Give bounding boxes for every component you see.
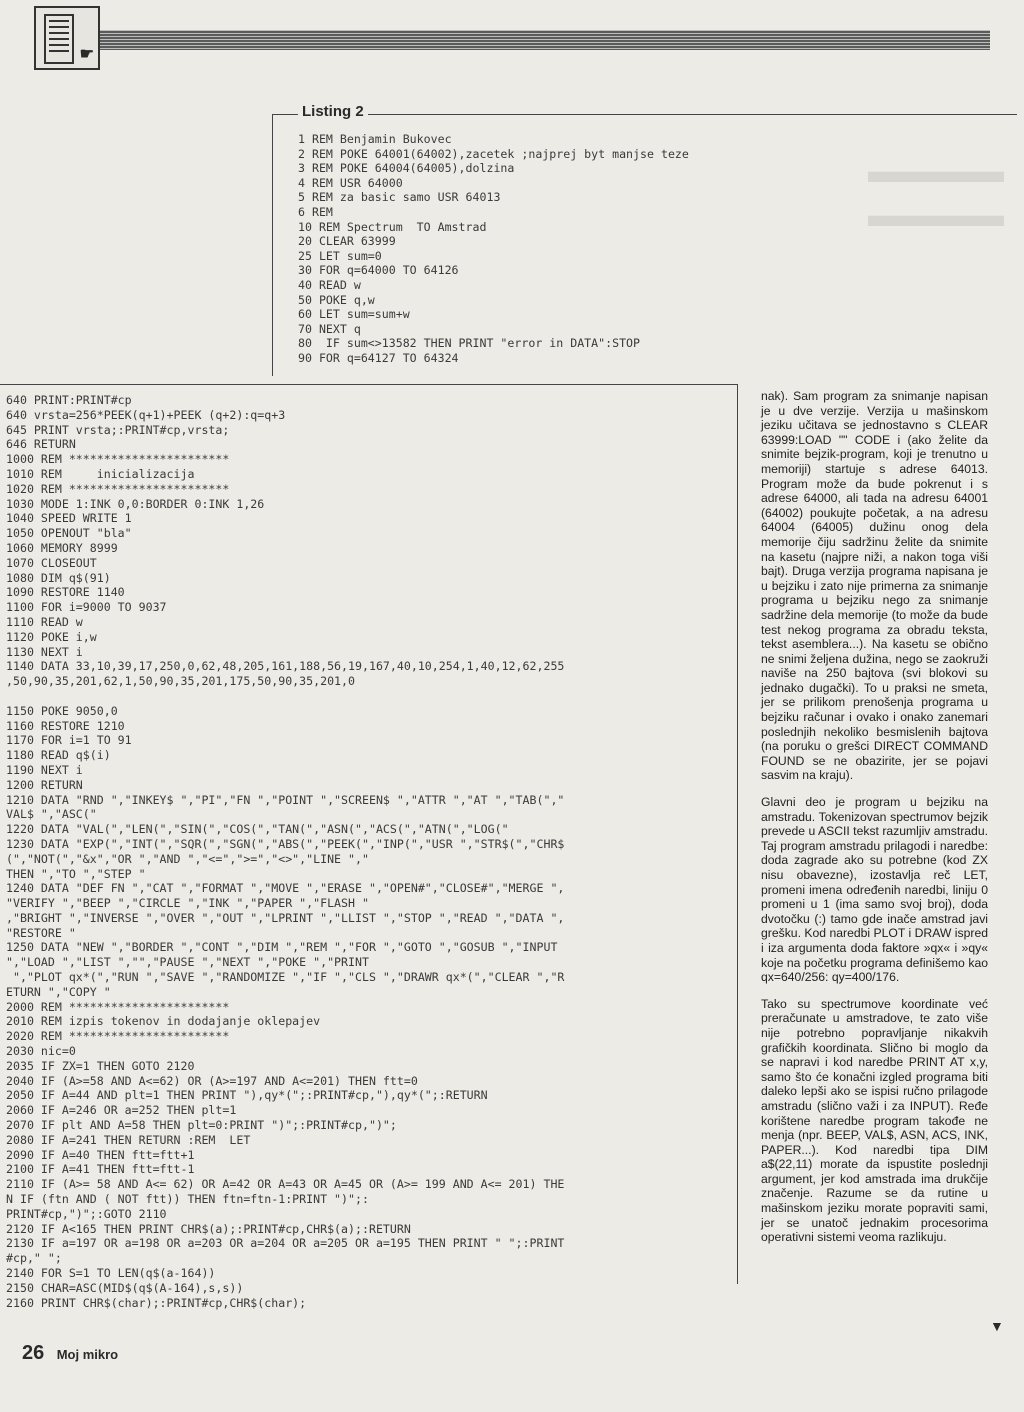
code-line: 1250 DATA "NEW ","BORDER ","CONT ","DIM ","REM ","FOR ","GOTO ","GOSUB ","INPUT	[6, 940, 558, 955]
code-line: 1070 CLOSEOUT	[6, 555, 97, 570]
code-line: 3 REM POKE 64004(64005),dolzina	[298, 161, 515, 176]
code-line: 1120 POKE i,w	[6, 629, 97, 644]
code-line: 2070 IF plt AND A=58 THEN plt=0:PRINT ")";:PRINT#cp,")";	[6, 1118, 397, 1133]
article-paragraph: Glavni deo je program u bejziku na amstradu. Tokenizovan spectrumov bejzik prevede u ASCII tekst razumljiv amstradu. Taj program amstradu prilagodi i naredbe: doda zagrade ako su potrebne (kod ZX nisu obavezne), izostavlja reč LET, promeni imena određenih naredbi, liniju 0 promeni u 1 (ima samo svoj broj), doda dvotočku (:) tamo gde inače amstrad javi grešku. Kod naredbi PLOT i DRAW ispred i iza argumenta doda faktore »qx« i »qy« koje na početku programa definišemo kao qx=640/256: qy=400/176.	[761, 795, 988, 985]
code-line: 2160 PRINT CHR$(char);:PRINT#cp,CHR$(char);	[6, 1295, 307, 1310]
code-line: 4 REM USR 64000	[298, 175, 403, 190]
code-listing-bottom	[0, 384, 738, 1310]
code-line: 2035 IF ZX=1 THEN GOTO 2120	[6, 1058, 195, 1073]
code-line: 2010 REM izpis tokenov in dodajanje oklepajev	[6, 1014, 321, 1029]
code-line: ","PLOT qx*(","RUN ","SAVE ","RANDOMIZE ","IF ","CLS ","DRAWR qx*(","CLEAR ","R	[6, 970, 565, 985]
code-line: 5 REM za basic samo USR 64013	[298, 190, 501, 205]
header-stripe-bar	[100, 30, 990, 50]
code-line: 2060 IF A=246 OR a=252 THEN plt=1	[6, 1103, 237, 1118]
code-line: 2140 FOR S=1 TO LEN(q$(a-164))	[6, 1266, 216, 1281]
code-line: 1090 RESTORE 1140	[6, 585, 125, 600]
magazine-name: Moj mikro	[56, 1347, 119, 1362]
article-paragraph: Tako su spectrumove koordinate već preračunate u amstradove, te zato više nije potrebno popravljanje nikakvih grafičkih koordinata. Slično bi moglo da se napravi i kod naredbe PRINT AT x,y, samo što će konačni izgled programa biti daleko lepši ako se ispisi ručno prilagode amstradu (slično važi i za INPUT). Ređe korištene naredbe program takođe ne menja (npr. BEEP, VAL$, ASN, ACS, INK, PAPER...). Kod naredbi tipa DIM a$(22,11) morate da ispustite poslednji argument, jer kod amstrada ima drukčije značenje. Razume se da rutine u mašinskom jeziku morate popraviti sami, jer se unatoč jednakim procesorima operativni sistemi veoma razlikuju.	[761, 996, 988, 1245]
code-line: 1080 DIM q$(91)	[6, 570, 111, 585]
code-line: 2120 IF A<165 THEN PRINT CHR$(a);:PRINT#cp,CHR$(a);:RETURN	[6, 1221, 411, 1236]
code-line: THEN ","TO ","STEP "	[6, 866, 146, 881]
code-line: 1060 MEMORY 8999	[6, 540, 118, 555]
code-line: ","LOAD ","LIST ","","PAUSE ","NEXT ","POKE ","PRINT	[6, 955, 369, 970]
code-line: 2100 IF A=41 THEN ftt=ftt-1	[6, 1162, 195, 1177]
code-line: 90 FOR q=64127 TO 64324	[298, 350, 459, 365]
code-line: N IF (ftn AND ( NOT ftt)) THEN ftn=ftn-1:PRINT ")";:	[6, 1192, 369, 1207]
code-line: 645 PRINT vrsta;:PRINT#cp,vrsta;	[6, 422, 230, 437]
code-line: 1210 DATA "RND ","INKEY$ ","PI","FN ","POINT ","SCREEN$ ","ATTR ","AT ","TAB(","	[6, 792, 565, 807]
code-line: 1230 DATA "EXP(","INT(","SQR(","SGN(","ABS(","PEEK(","INP(","USR ","STR$(","CHR$	[6, 836, 565, 851]
code-line: 2110 IF (A>= 58 AND A<= 62) OR A=42 OR A=43 OR A=45 OR (A>= 199 AND A<= 201) THE	[6, 1177, 565, 1192]
code-line: 25 LET sum=0	[298, 248, 382, 263]
code-line	[6, 689, 737, 704]
continue-arrow-icon: ▼	[990, 1318, 1004, 1334]
article-column	[761, 389, 988, 1257]
code-line: 640 vrsta=256*PEEK(q+1)+PEEK (q+2):q=q+3	[6, 407, 286, 422]
code-line: 1170 FOR i=1 TO 91	[6, 733, 132, 748]
code-line: (","NOT(","&x","OR ","AND ","<=",">=","<>","LINE ","	[6, 851, 369, 866]
code-line: 1150 POKE 9050,0	[6, 703, 118, 718]
code-line: 1130 NEXT i	[6, 644, 83, 659]
listing-title: Listing 2	[298, 103, 368, 120]
computer-logo-icon: ☛	[34, 6, 100, 70]
code-line: 1040 SPEED WRITE 1	[6, 511, 132, 526]
code-line: 1110 READ w	[6, 614, 83, 629]
code-listing-top	[298, 132, 1013, 366]
code-line: 70 NEXT q	[298, 321, 361, 336]
code-line: 2050 IF A=44 AND plt=1 THEN PRINT "),qy*(";:PRINT#cp,"),qy*(";:RETURN	[6, 1088, 488, 1103]
code-line: 2 REM POKE 64001(64002),zacetek ;najprej byt manjse teze	[298, 146, 689, 161]
code-line: 1050 OPENOUT "bla"	[6, 526, 132, 541]
code-line: 2090 IF A=40 THEN ftt=ftt+1	[6, 1147, 195, 1162]
code-line: ,50,90,35,201,62,1,50,90,35,201,175,50,90,35,201,0	[6, 674, 356, 689]
code-line: 2000 REM ***********************	[6, 999, 230, 1014]
code-line: 1240 DATA "DEF FN ","CAT ","FORMAT ","MOVE ","ERASE ","OPEN#","CLOSE#","MERGE ",	[6, 881, 565, 896]
code-line: 40 READ w	[298, 277, 361, 292]
page-number: 26	[22, 1342, 45, 1364]
code-line: PRINT#cp,")";:GOTO 2110	[6, 1206, 167, 1221]
code-line: 1200 RETURN	[6, 777, 83, 792]
code-line: 2080 IF A=241 THEN RETURN :REM LET	[6, 1132, 251, 1147]
code-line: 20 CLEAR 63999	[298, 234, 396, 249]
code-line: 1220 DATA "VAL(","LEN(","SIN(","COS(","TAN(","ASN(","ACS(","ATN(","LOG("	[6, 822, 509, 837]
code-line: 1180 READ q$(i)	[6, 748, 111, 763]
code-line: 10 REM Spectrum TO Amstrad	[298, 219, 487, 234]
code-line: 1030 MODE 1:INK 0,0:BORDER 0:INK 1,26	[6, 496, 265, 511]
code-line: 1020 REM ***********************	[6, 481, 230, 496]
code-line: VAL$ ","ASC("	[6, 807, 97, 822]
code-line: 2020 REM ***********************	[6, 1029, 230, 1044]
code-line: #cp," ";	[6, 1251, 62, 1266]
code-line: 1100 FOR i=9000 TO 9037	[6, 600, 167, 615]
code-line: 50 POKE q,w	[298, 292, 375, 307]
code-line: 646 RETURN	[6, 437, 76, 452]
bleed-through-decoration: ▬▬▬▬ ▬▬▬▬	[868, 153, 1004, 234]
code-line: 60 LET sum=sum+w	[298, 307, 410, 322]
code-line: 30 FOR q=64000 TO 64126	[298, 263, 459, 278]
code-line: 1160 RESTORE 1210	[6, 718, 125, 733]
code-line: "VERIFY ","BEEP ","CIRCLE ","INK ","PAPER ","FLASH "	[6, 896, 369, 911]
code-line: ,"BRIGHT ","INVERSE ","OVER ","OUT ","LPRINT ","LLIST ","STOP ","READ ","DATA ",	[6, 910, 565, 925]
code-line: 2030 nic=0	[6, 1044, 76, 1059]
code-line: 2130 IF a=197 OR a=198 OR a=203 OR a=204 OR a=205 OR a=195 THEN PRINT " ";:PRINT	[6, 1236, 565, 1251]
article-paragraph: nak). Sam program za snimanje napisan je u dve verzije. Verzija u mašinskom jeziku učitava se jednostavno s CLEAR 63999:LOAD "" CODE i (ako želite da snimite bejzik-program, koji je trenutno u memoriji) startuje s adrese 64013. Program može da bude pokrenut i s adrese 64000, ali tada na adresu 64001 (64002) poukujte početak, a na adresu 64004 (64005) dužinu onog dela memorije čiju sadržinu želite da snimite na kasetu (najpre niži, a nakon toga viši bajt). Druga verzija programa napisana je u bejziku i zato nije primerna za snimanje programa u bejziku nego za snimanje sadržine dela memorije (to može da bude test nekog programa za obradu teksta, tekst asemblera...). Na kasetu se obično ne snimi željena dužina, nego se zaokruži naviše na 250 bajtova (svi blokovi su jednako dugački). To u praksi ne smeta, jer se prilikom prenošenja programa u bejziku računar i ovako i onako zanemari poslednjih nekoliko besmislenih bajtova (na poruku o grešci DIRECT COMMAND FOUND se ne obazirite, jer se pojavi sasvim na kraju).	[761, 389, 988, 783]
code-line: 2150 CHAR=ASC(MID$(q$(A-164),s,s))	[6, 1280, 244, 1295]
code-line: 80 IF sum<>13582 THEN PRINT "error in DATA":STOP	[298, 336, 641, 351]
code-line: 1010 REM inicializacija	[6, 466, 195, 481]
page-footer	[22, 1342, 118, 1365]
code-line: ETURN ","COPY "	[6, 984, 111, 999]
code-line: 1000 REM ***********************	[6, 452, 230, 467]
code-line: 1190 NEXT i	[6, 762, 83, 777]
code-line: 640 PRINT:PRINT#cp	[6, 393, 132, 407]
code-line: 2040 IF (A>=58 AND A<=62) OR (A>=197 AND A<=201) THEN ftt=0	[6, 1073, 418, 1088]
code-line: 1 REM Benjamin Bukovec	[298, 132, 452, 146]
code-line: 1140 DATA 33,10,39,17,250,0,62,48,205,161,188,56,19,167,40,10,254,1,40,12,62,255	[6, 659, 565, 674]
code-line: "RESTORE "	[6, 925, 76, 940]
code-line: 6 REM	[298, 204, 333, 219]
